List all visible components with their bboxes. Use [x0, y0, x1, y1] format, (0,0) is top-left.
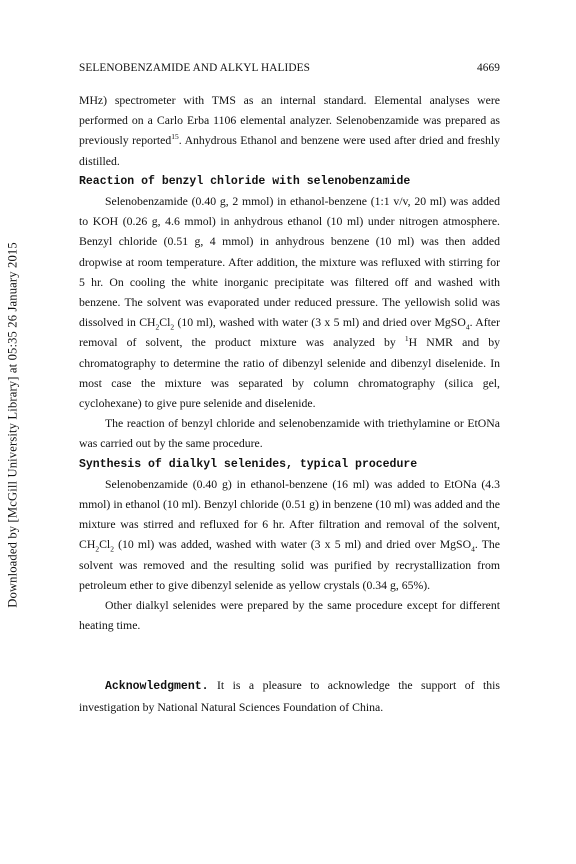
subscript: 4 — [471, 544, 475, 554]
reaction-text-c: (10 ml), washed with water (3 x 5 ml) and dried over MgSO — [174, 316, 466, 330]
acknowledgment-heading: Acknowledgment. — [105, 680, 209, 694]
reaction-text-a: Selenobenzamide (0.40 g, 2 mmol) in ethanol-benzene (1:1 v/v, 20 ml) was added to KOH (0.26 g, 4.6 mmol) in anhydrous ethanol (10 ml) under nitrogen atmosphere. Benzyl chloride (0.51 g, 4 mmol) in anhydrous benzene (10 ml) was then added dropwise at room temperature. After addition, the mixture was refluxed with stirring for 5 hr. On cooling the white inorganic precipitate was filtered off and washed with benzene. The solvent was evaporated under reduced pressure. The yellowish solid was dissolved in CH — [79, 195, 500, 330]
reference-marker: 15 — [171, 132, 179, 142]
subscript: 2 — [155, 322, 160, 332]
spacer — [79, 636, 500, 676]
subscript: 2 — [110, 544, 114, 554]
reaction-text-e: H NMR and by chromatography to determine the ratio of dibenzyl selenide and dibenzyl diselenide. In most case the mixture was separated by column chromatography (silica gel, cyclohexane) to give pure selenide and diselenide. — [79, 336, 500, 411]
reaction-paragraph-2: The reaction of benzyl chloride and selenobenzamide with triethylamine or EtONa was carried out by the same procedure. — [79, 417, 500, 451]
synthesis-paragraph — [79, 475, 500, 596]
synthesis-text-a: Selenobenzamide (0.40 g) in ethanol-benzene (16 ml) was added to EtONa (4.3 mmol) in ethanol (10 ml). Benzyl chloride (0.51 g) in benzene (10 ml) was added and the mixture was stirred and refluxed for 6 hr. After filtration and removal of the solvent, CH — [79, 477, 500, 552]
acknowledgment-text: It is a pleasure to acknowledge the support of this investigation by National Natural Sciences Foundation of China. — [79, 679, 500, 714]
page-body — [79, 91, 500, 718]
section-heading-synthesis: Synthesis of dialkyl selenides, typical procedure — [79, 457, 418, 471]
subscript: 4 — [465, 322, 470, 332]
subscript: 2 — [95, 544, 100, 554]
reaction-text-d: . After removal of solvent, the product mixture was analyzed by — [79, 316, 500, 350]
section-heading-reaction: Reaction of benzyl chloride with selenobenzamide — [79, 174, 411, 188]
synthesis-text-b: Cl — [99, 538, 111, 552]
page-number: 4669 — [477, 62, 500, 74]
synthesis-paragraph-2: Other dialkyl selenides were prepared by the same procedure except for different heating time. — [79, 599, 500, 633]
intro-paragraph — [79, 91, 500, 172]
intro-text-cont: . Anhydrous Ethanol and benzene were used after dried and freshly distilled. — [79, 134, 500, 168]
intro-text: MHz) spectrometer with TMS as an internal standard. Elemental analyses were performed on a Carlo Erba 1106 elemental analyzer. Selenobenzamide was prepared as previously reported — [79, 94, 500, 148]
acknowledgment-paragraph — [79, 676, 500, 717]
synthesis-text-c: (10 ml) was added, washed with water (3 x 5 ml) and dried over MgSO — [113, 538, 472, 552]
running-title: SELENOBENZAMIDE AND ALKYL HALIDES — [79, 62, 310, 74]
reaction-paragraph — [79, 192, 500, 414]
synthesis-text-d: . The solvent was removed and the resulting solid was purified by recrystallization from petroleum ether to give dibenzyl selenide as yellow crystals (0.34 g, 65%). — [79, 538, 501, 592]
reaction-text-b: Cl — [159, 316, 171, 330]
download-note: Downloaded by [McGill University Library] at 05:35 26 January 2015 — [5, 242, 20, 608]
superscript: 1 — [404, 334, 409, 344]
download-watermark — [0, 0, 26, 864]
subscript: 2 — [170, 322, 175, 332]
